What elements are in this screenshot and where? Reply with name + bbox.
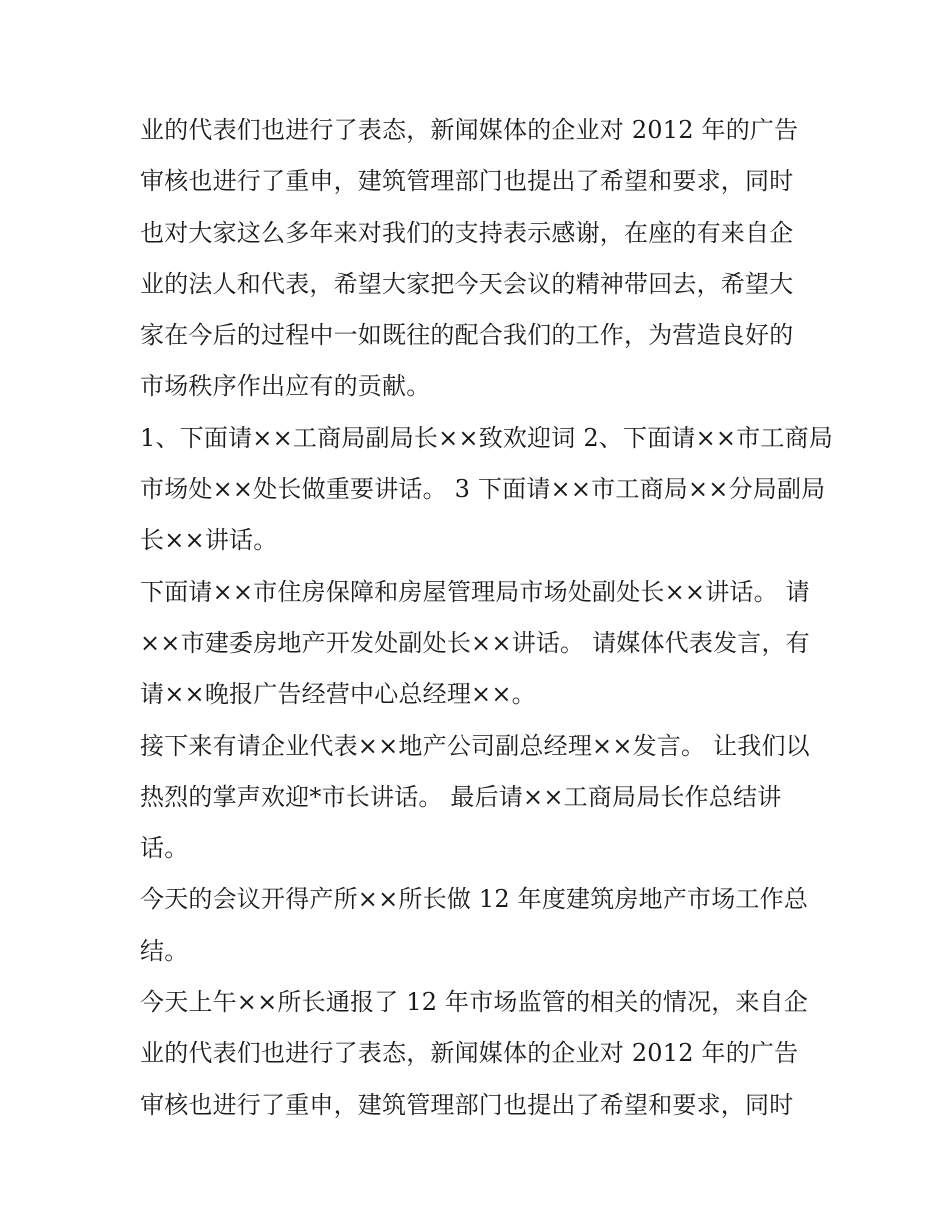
text-line: 1、下面请××工商局副局长××致欢迎词 2、下面请××市工商局 <box>140 423 834 452</box>
text-line: 热烈的掌声欢迎*市长讲话。 最后请××工商局局长作总结讲 <box>140 782 782 811</box>
text-line: 话。 <box>140 834 189 863</box>
text-line: 长××讲话。 <box>140 526 278 555</box>
text-line: 市场秩序作出应有的贡献。 <box>140 372 431 401</box>
text-line: 今天上午××所长通报了 12 年市场监管的相关的情况，来自企 <box>140 988 809 1017</box>
text-line: 结。 <box>140 936 189 965</box>
text-line: 家在今后的过程中一如既往的配合我们的工作，为营造良好的 <box>140 321 794 350</box>
text-line: 审核也进行了重申，建筑管理部门也提出了希望和要求，同时 <box>140 167 794 196</box>
text-line: 下面请××市住房保障和房屋管理局市场处副处长××讲话。 请 <box>140 577 810 606</box>
document-body <box>140 105 834 1131</box>
text-line: 接下来有请企业代表××地产公司副总经理××发言。 让我们以 <box>140 731 810 760</box>
text-line: 今天的会议开得产所××所长做 12 年度建筑房地产市场工作总 <box>140 885 809 914</box>
text-line: 业的代表们也进行了表态，新闻媒体的企业对 2012 年的广告 <box>140 116 799 144</box>
text-line: 市场处××处长做重要讲话。 3 下面请××市工商局××分局副局 <box>140 475 826 504</box>
text-line: 也对大家这么多年来对我们的支持表示感谢，在座的有来自企 <box>140 218 794 247</box>
text-line: 业的代表们也进行了表态，新闻媒体的企业对 2012 年的广告 <box>140 1039 799 1068</box>
text-line: ××市建委房地产开发处副处长××讲话。 请媒体代表发言，有 <box>140 628 810 657</box>
text-line: 请××晚报广告经营中心总经理××。 <box>140 680 536 709</box>
text-line: 业的法人和代表，希望大家把今天会议的精神带回去，希望大 <box>140 269 794 298</box>
text-line: 审核也进行了重申，建筑管理部门也提出了希望和要求，同时 <box>140 1090 794 1119</box>
